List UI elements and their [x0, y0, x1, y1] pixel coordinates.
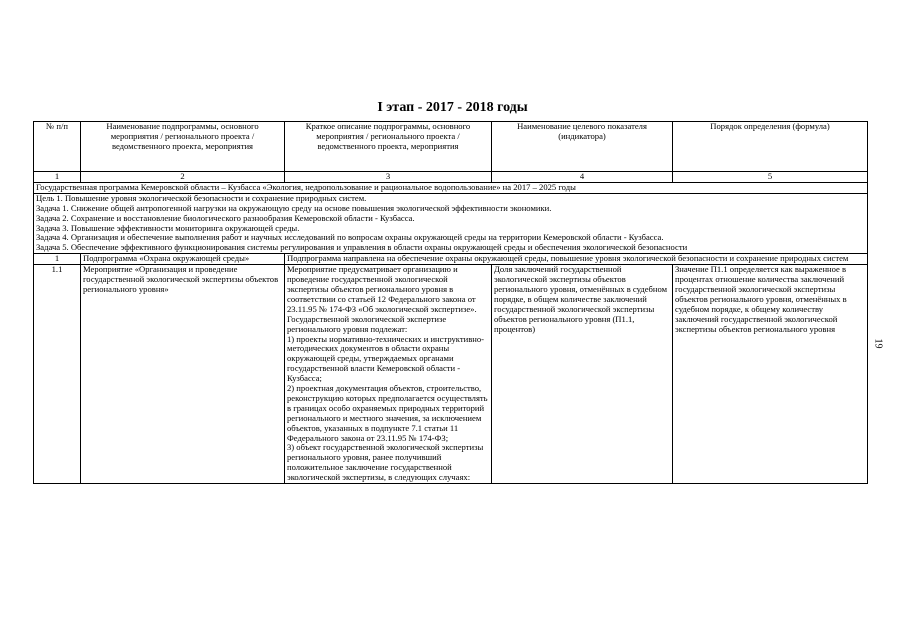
program-title: Государственная программа Кемеровской области – Кузбасса «Экология, недропользование и рациональное водопользование» на 2017 – 2025 годы — [34, 182, 868, 193]
header-cell-description: Краткое описание подпрограммы, основного мероприятия / регионального проекта / ведомственного проекта, мероприятия — [285, 122, 492, 172]
column-number: 4 — [492, 172, 673, 183]
subprogram-number: 1 — [34, 254, 81, 265]
goal-tasks-row — [34, 193, 868, 253]
program-row — [34, 182, 868, 193]
measure-number: 1.1 — [34, 265, 81, 484]
page-number: 19 — [872, 338, 884, 349]
subprogram-row — [34, 254, 868, 265]
header-cell-indicator: Наименование целевого показателя (индикатора) — [492, 122, 673, 172]
subprogram-description: Подпрограмма направлена на обеспечение охраны окружающей среды, повышение уровня экологической безопасности и сохранение природных систем — [285, 254, 868, 265]
column-number: 2 — [81, 172, 285, 183]
column-number-row — [34, 172, 868, 183]
page-title: I этап - 2017 - 2018 годы — [377, 100, 528, 115]
header-row — [34, 122, 868, 172]
column-number: 1 — [34, 172, 81, 183]
column-number: 3 — [285, 172, 492, 183]
column-number: 5 — [673, 172, 868, 183]
indicators-table — [33, 121, 868, 484]
measure-indicator: Доля заключений государственной экологической экспертизы объектов регионального уровня, отменённых в судебном порядке, в общем количестве заключений государственной экологической экспертизы объектов регионального уровня (П1.1, процентов) — [492, 265, 673, 484]
header-cell-formula: Порядок определения (формула) — [673, 122, 868, 172]
goal-and-tasks: Цель 1. Повышение уровня экологической безопасности и сохранение природных систем. Задача 1. Снижение общей антропогенной нагрузки на окружающую среду на основе повышения экологической эффективности экономики. Задача 2. Сохранение и восстановление биологического разнообразия Кемеровской области - Кузбасса. Задача 3. Повышение эффективности мониторинга окружающей среды. Задача 4. Организация и обеспечение выполнения работ и научных исследований по вопросам охраны окружающей среды на территории Кемеровской области - Кузбасса. Задача 5. Обеспечение эффективного функционирования системы регулирования и управления в области охраны окружающей среды и обеспечения экологической безопасности — [34, 193, 868, 253]
header-cell-name: Наименование подпрограммы, основного мероприятия / регионального проекта / ведомственного проекта, мероприятия — [81, 122, 285, 172]
measure-formula: Значение П1.1 определяется как выраженное в процентах отношение количества заключений государственной экологической экспертизы объектов регионального уровня, отменённых в судебном порядке, к общему количеству заключений государственной экологической экспертизы объектов регионального уровня — [673, 265, 868, 484]
measure-description-cell — [285, 265, 492, 484]
measure-name: Мероприятие «Организация и проведение государственной экологической экспертизы объектов регионального уровня» — [81, 265, 285, 484]
subprogram-name: Подпрограмма «Охрана окружающей среды» — [81, 254, 285, 265]
measure-row — [34, 265, 868, 484]
header-cell-num: № п/п — [34, 122, 81, 172]
measure-description: Мероприятие предусматривает организацию и проведение государственной экологической экспертизы объектов регионального уровня в соответствии со статьей 12 Федерального закона от 23.11.95 № 174-ФЗ «Об экологической экспертизе». Государственной экологической экспертизе регионального уровня подлежат: 1) проекты нормативно-технических и инструктивно-методических документов в области охраны окружающей среды, утверждаемых органами государственной власти Кемеровской области - Кузбасса; 2) проектная документация объектов, строительство, реконструкцию которых предполагается осуществлять в границах особо охраняемых природных территорий регионального и местного значения, за исключением объектов, указанных в подпункте 7.1 статьи 11 Федерального закона от 23.11.95 № 174-ФЗ; 3) объект государственной экологической экспертизы регионального уровня, ранее получивший положительное заключение государственной экологической экспертизы, в следующих случаях: — [287, 265, 488, 483]
